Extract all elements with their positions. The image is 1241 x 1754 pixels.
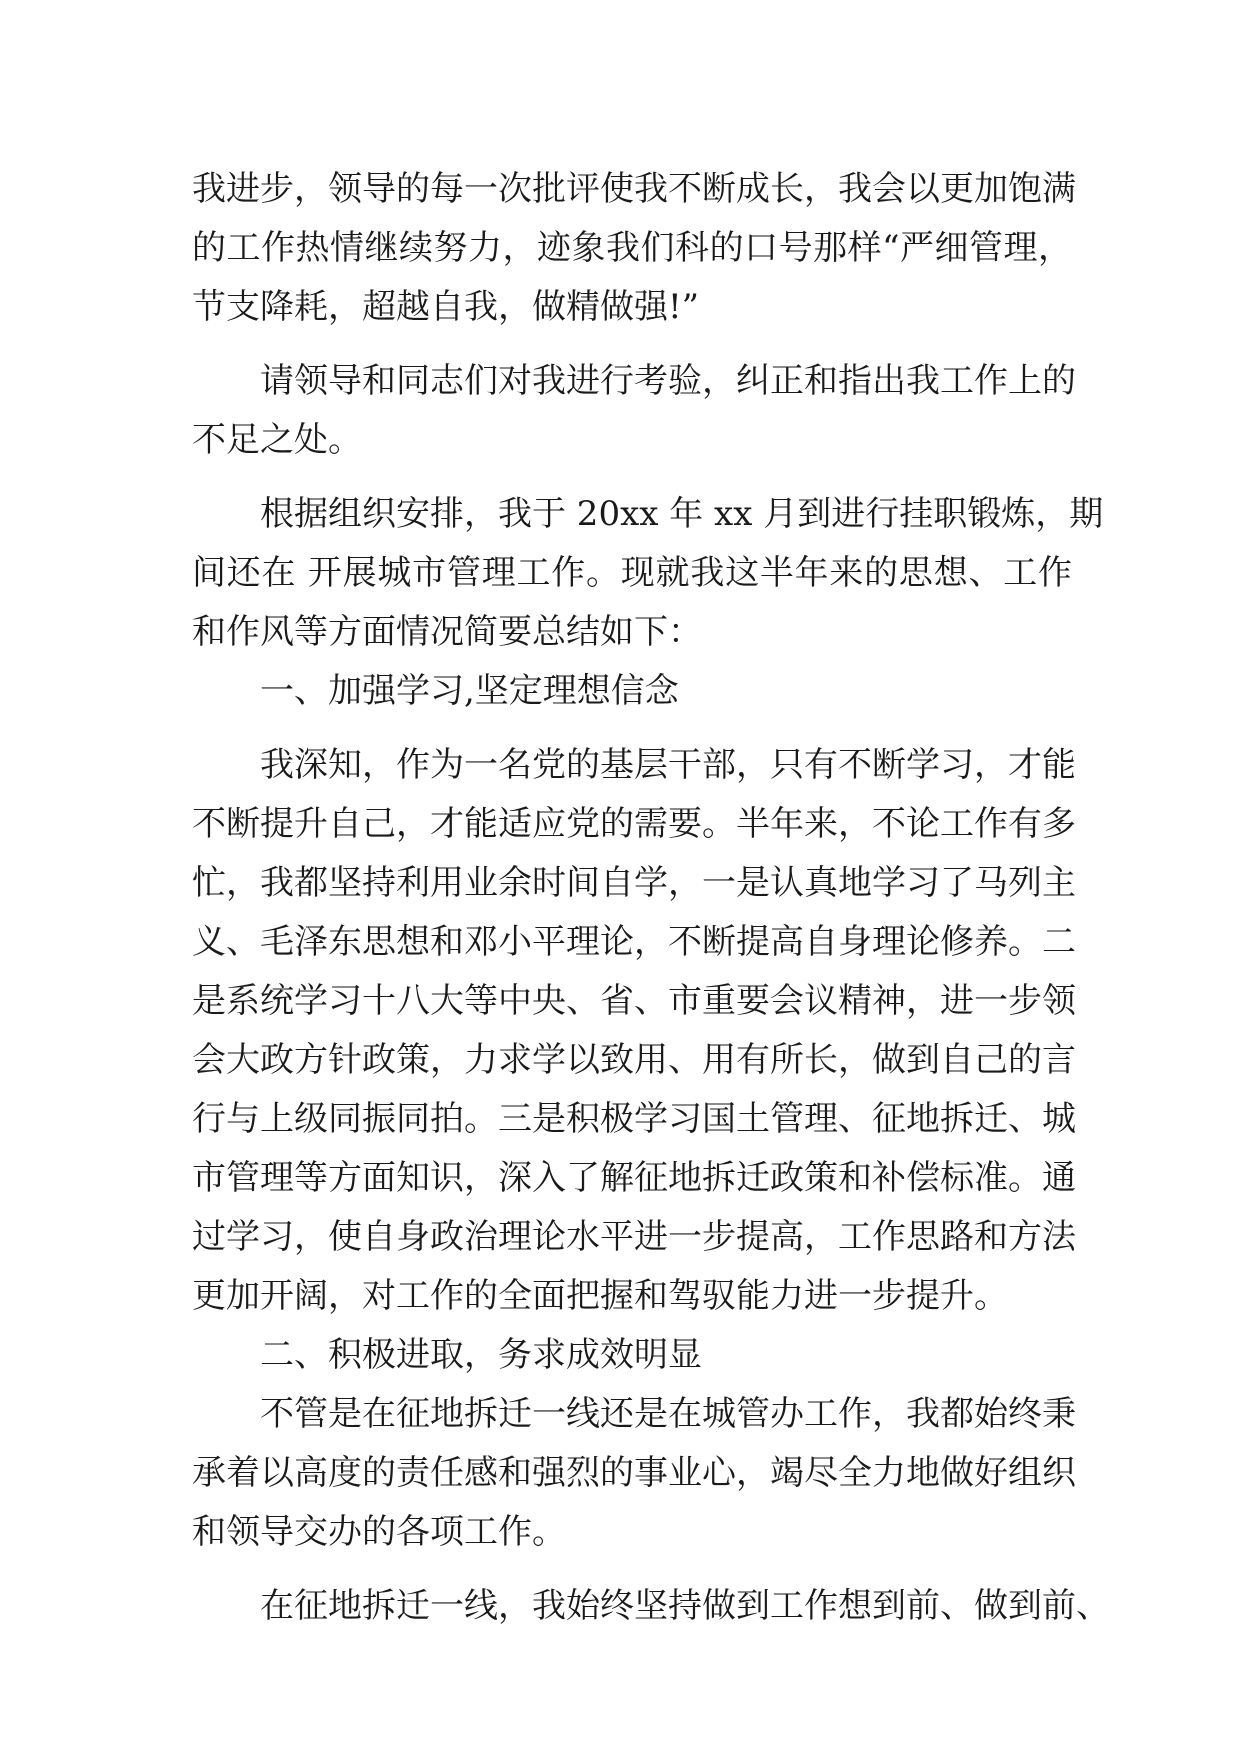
paragraph-line: 在征地拆迁一线，我始终坚持做到工作想到前、做到前、 (260, 1586, 1110, 1626)
paragraph-line: 我深知，作为一名党的基层干部，只有不断学习，才能 (260, 745, 1076, 785)
paragraph-line: 和作风等方面情况简要总结如下： (192, 612, 702, 652)
paragraph-line: 义、毛泽东思想和邓小平理论，不断提高自身理论修养。二 (192, 922, 1076, 962)
section-heading: 一、加强学习,坚定理想信念 (260, 671, 679, 711)
paragraph-line: 和领导交办的各项工作。 (192, 1512, 566, 1552)
paragraph-line: 更加开阔，对工作的全面把握和驾驭能力进一步提升。 (192, 1276, 1008, 1316)
paragraph-line: 忙，我都坚持利用业余时间自学，一是认真地学习了马列主 (192, 863, 1076, 903)
paragraph-line: 市管理等方面知识，深入了解征地拆迁政策和补偿标准。通 (192, 1158, 1076, 1198)
paragraph-line: 节支降耗，超越自我，做精做强!” (192, 287, 700, 327)
paragraph-line: 不足之处。 (192, 420, 362, 460)
paragraph-line: 承着以高度的责任感和强烈的事业心，竭尽全力地做好组织 (192, 1453, 1076, 1493)
document-body (192, 160, 1110, 1636)
paragraph-line: 间还在 开展城市管理工作。现就我这半年来的思想、工作 (192, 553, 1072, 593)
paragraph-line: 我进步，领导的每一次批评使我不断成长，我会以更加饱满 (192, 169, 1076, 209)
section-heading: 二、积极进取，务求成效明显 (260, 1335, 702, 1375)
paragraph-line: 会大政方针政策，力求学以致用、用有所长，做到自己的言 (192, 1040, 1076, 1080)
paragraph-line: 不断提升自己，才能适应党的需要。半年来，不论工作有多 (192, 804, 1076, 844)
paragraph-line: 请领导和同志们对我进行考验，纠正和指出我工作上的 (260, 361, 1076, 401)
paragraph-line: 根据组织安排，我于 20xx 年 xx 月到进行挂职锻炼，期 (260, 494, 1104, 534)
paragraph-line: 是系统学习十八大等中央、省、市重要会议精神，进一步领 (192, 981, 1076, 1021)
paragraph-line: 过学习，使自身政治理论水平进一步提高，工作思路和方法 (192, 1217, 1076, 1257)
paragraph-line: 的工作热情继续努力，迹象我们科的口号那样“严细管理， (192, 228, 1072, 268)
paragraph-line: 不管是在征地拆迁一线还是在城管办工作，我都始终秉 (260, 1394, 1076, 1434)
paragraph-line: 行与上级同振同拍。三是积极学习国土管理、征地拆迁、城 (192, 1099, 1076, 1139)
